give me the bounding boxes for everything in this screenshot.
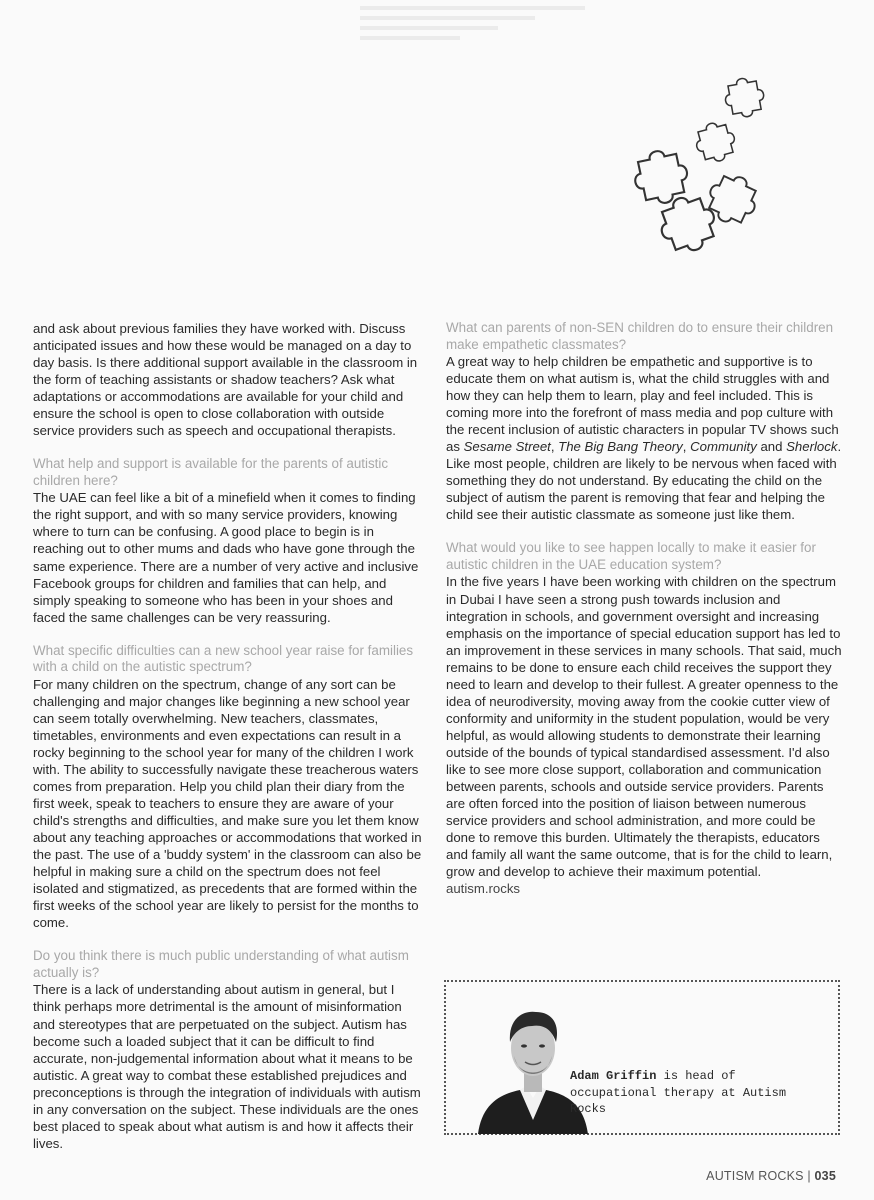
question-heading: What can parents of non-SEN children do to ensure their children make empathetic classmates? — [446, 320, 834, 352]
puzzle-piece-icon — [722, 75, 767, 120]
answer-paragraph: A great way to help children be empathetic and supportive is to educate them on what autism is, what the child struggles with and how they can help them to learn, play and feel included. This is coming more into the forefront of mass media and pop culture with the recent inclusion of autistic characters in popular TV shows such as Sesame Street, The Big Bang Theory, Community and Sherlock. Like most people, children are likely to be nervous when faced with something they do not understand. By educating the child on the subject of autism the parent is removing that fear and helping the child see their autistic classmate as someone just like them. — [446, 354, 842, 523]
question-heading: Do you think there is much public understanding of what autism actually is? — [33, 948, 409, 980]
question-heading: What would you like to see happen locally to make it easier for autistic children in the UAE education system? — [446, 540, 816, 572]
footer-separator: | — [803, 1169, 815, 1183]
website-link[interactable]: autism.rocks — [446, 881, 521, 897]
answer-paragraph: In the five years I have been working with children on the spectrum in Dubai I have seen a strong push towards inclusion and integration in schools, and government oversight and increasing emphasis on the importance of special education support has led to an improvement in these services in many schools. That said, much remains to be done to ensure each child receives the support they need to learn and develop to their fullest. A greater openness to the idea of neurodiversity, moving away from the cookie cutter view of conformity and uniformity in the student population, would be very helpful, as would allowing students to demonstrate their learning outside of the bounds of typical standardised assessment. I'd also like to see more close support, collaboration and communication between parents, schools and outside service providers. Parents are often forced into the position of liaison between numerous service providers and school administration, and more could be done to remove this burden. Ultimately the therapists, educators and family all want the same outcome, that is for the child to learn, grow and develop to achieve their maximum potential. — [446, 574, 842, 880]
answer-paragraph: For many children on the spectrum, change of any sort can be challenging and major changes like beginning a new school year can seem totally overwhelming. New teachers, classmates, timetables, environments and even expectations can result in a rocky beginning to the school year for many of the children I work with. The ability to successfully navigate these treacherous waters comes from preparation. Help you child plan their diary from the first week, speak to teachers to ensure they are aware of your child's strengths and difficulties, and make sure you let them know about any teaching approaches or accommodations that worked in the past. The use of a 'buddy system' in the classroom can also be helpful in making sure a child on the spectrum does not feel isolated and stigmatized, as precedents that are formed within the first weeks of the school year are likely to persist for the months to come. — [33, 676, 422, 931]
reverse-page-bleed — [360, 0, 610, 70]
author-name: Adam Griffin — [570, 1069, 657, 1083]
left-column — [33, 320, 425, 1152]
magazine-name: AUTISM ROCKS — [706, 1169, 804, 1183]
intro-paragraph: and ask about previous families they have worked with. Discuss anticipated issues and how these would be managed on a day to day basis. Is there additional support available in the classroom in the form of teaching assistants or shadow teachers? Ask what adaptations or accommodations are available for your child and ensure the school is open to close collaboration with outside service providers such as speech and occupational therapists. — [33, 321, 418, 439]
puzzle-piece-icon — [692, 119, 739, 166]
page-number: 035 — [814, 1169, 836, 1183]
author-bio: Adam Griffin is head of occupational therapy at Autism Rocks — [570, 1069, 787, 1116]
answer-paragraph: The UAE can feel like a bit of a minefield when it comes to finding the right support, and with so many service providers, knowing where to turn can be confusing. A good place to begin is in reaching out to other mums and dads who have gone through the same experience. There are a number of very active and inclusive Facebook groups for children and families that can help, and simply speaking to someone who has been in your shoes and faced the same challenges can be very reassuring. — [33, 490, 419, 625]
right-column — [446, 320, 842, 897]
puzzle-piece-icon — [701, 168, 764, 231]
tv-show-title: Sesame Street — [463, 439, 551, 455]
answer-paragraph: There is a lack of understanding about autism in general, but I think perhaps more detrimental is the amount of misinformation and stereotypes that are perpetuated on the subject. Autism has become such a loaded subject that it can be difficult to find accurate, non-judgemental information about what it means to be autistic. A great way to combat these established prejudices and preconceptions is through the integration of individuals with autism in any conversation on the subject. These individuals are the ones best placed to speak about what autism is and how it affects their lives. — [33, 982, 421, 1151]
page-footer — [706, 1169, 836, 1183]
tv-show-title: Sherlock — [786, 439, 838, 455]
puzzle-pieces-decoration — [620, 70, 790, 270]
author-box — [444, 980, 840, 1135]
question-heading: What specific difficulties can a new school year raise for families with a child on the autistic spectrum? — [33, 642, 414, 675]
question-heading: What help and support is available for the parents of autistic children here? — [33, 456, 389, 488]
tv-show-title: Community — [690, 439, 757, 455]
tv-show-title: The Big Bang Theory — [558, 439, 683, 455]
